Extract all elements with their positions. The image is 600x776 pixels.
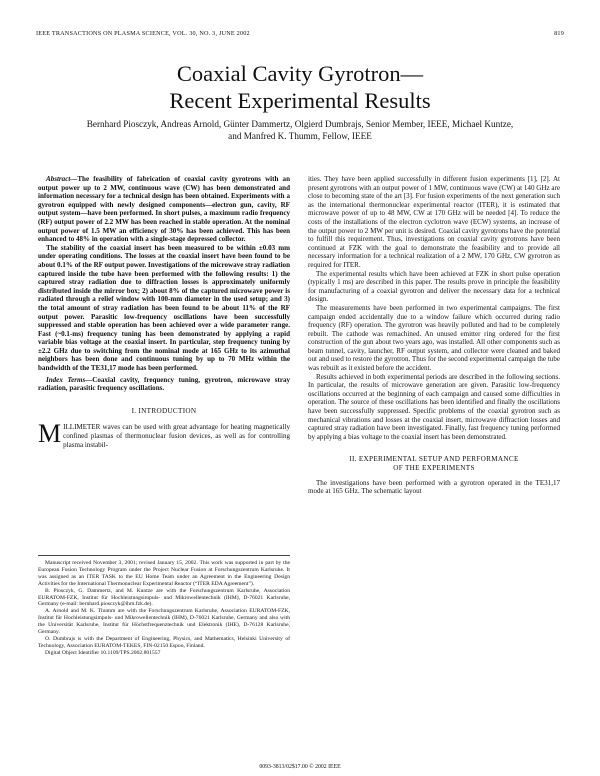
authors-line-2: and Manfred K. Thumm, Fellow, IEEE <box>228 131 372 142</box>
abstract-paragraph-2: The stability of the coaxial insert has been measured to be within ±0.03 mm under operating conditions. The losses at the coaxial insert have been found to be about 0.1% of the RF output power. Investigations of the microwave stray radiation captured inside the tube have been performed with the following results: 1) the captured stray radiation due to diffraction losses is approximately uniformly distributed inside the mirror box; 2) about 8% of the captured microwave power is radiated through a relief window with 100-mm diameter in the used setup; and 3) the total amount of stray radiation has been found to be about 11% of the RF output power. Parasitic low-frequency oscillations have been successfully suppressed and stable operation has been achieved over a wide parameter range. Fast (~0.1-ms) frequency tuning has been demonstrated by applying a rapid variable bias voltage at the coaxial insert. In particular, step frequency tuning by ±2.2 GHz due to switching from the nominal mode at 165 GHz to its azimuthal neighbors has been done and continuous tuning by up to 70 MHz within the bandwidth of the TE31,17 mode has been performed. <box>38 243 290 373</box>
footnote-affiliation-1: B. Piosczyk, G. Dammertz, and M. Kuntze are with the Forschungszentrum Karlsruhe, Association EURATOM-FZK, Institut für Hochleistungsimpuls- und Mikrowellentechnik (IHM), D-76021 Karlsruhe, Germany (e-mail: bernhard.piosczyk@ihm.fzk.de). <box>38 587 290 608</box>
right-column <box>308 175 560 496</box>
author-list <box>40 118 560 142</box>
paper-title <box>0 60 600 114</box>
index-terms: Index Terms—Coaxial cavity, frequency tuning, gyrotron, microwave stray radiation, parasitic frequency oscillations. <box>38 375 290 393</box>
footnote-affiliation-2: A. Arnold and M. K. Thumm are with the Forschungszentrum Karlsruhe, Association EURATOM-FZK, Institut für Hochleistungsimpuls- und Mikrowellentechnik (IHM), D-76021 Karlsruhe, Germany and also with the Universität Karlsruhe, Institut für Höchstfrequenztechnik und Elektronik (IHE), D-76128 Karlsruhe, Germany. <box>38 608 290 636</box>
abstract <box>38 175 290 373</box>
page-number: 819 <box>554 30 564 37</box>
right-paragraph-1: ities. They have been applied successfully in different fusion experiments [1], [2]. At present gyrotrons with an output power of 1 MW, continuous wave (CW) at 140 GHz are close to becoming state of the art [3]. For fusion experiments of the next generation such as the international thermonuclear experimental reactor (ITER), it is estimated that microwave power of up to 48 MW, CW at 170 GHz will be needed [4]. To reduce the costs of the installations of the electron cyclotron wave (ECW) systems, an increase of the output power to 2 MW per unit is desired. Coaxial cavity gyrotrons have the potential to fulfill this requirement. Thus, investigations on coaxial cavity gyrotrons have been continued at FZK with the goal to demonstrate the feasibility and to provide all necessary information for a technical realization of a 2 MW, 170 GHz, CW gyrotron as required for ITER. <box>308 175 560 269</box>
authors-line-1: Bernhard Piosczyk, Andreas Arnold, Günter Dammertz, Olgierd Dumbrajs, Senior Member, IEEE, Michael Kuntze, <box>86 119 514 129</box>
section-heading-experimental-setup: II. EXPERIMENTAL SETUP AND PERFORMANCE OF THE EXPERIMENTS <box>349 455 519 472</box>
index-terms-lead: Index Terms— <box>46 375 93 384</box>
abstract-paragraph-1: Abstract—The feasibility of fabrication of coaxial cavity gyrotrons with an output power up to 2 MW, continuous wave (CW) has been demonstrated and information necessary for a technical design has been obtained. Experiments with a gyrotron equipped with newly designed components—electron gun, cavity, RF output system—have been performed. In short pulses, a maximum radio frequency (RF) output power of 2.2 MW has been reached in stable operation. At the nominal output power of 1.5 MW an efficiency of 30% has been achieved. This has been enhanced to 48% in operation with a single-stage depressed collector. <box>38 175 290 244</box>
footnote-doi: Digital Object Identifier 10.1109/TPS.2002.801557 <box>45 649 161 656</box>
abstract-lead: Abstract— <box>46 175 78 183</box>
footnote-manuscript: Manuscript received November 3, 2001; revised January 15, 2002. This work was supported in part by the European Fusion Technology Program under the Project Nuclear Fusion at Forschungszentrum Karlsruhe. It was assigned as an ITER TASK to the EU Home Team under an Agreement in the Engineering Design Activities for the International Thermonuclear Experimental Reactor (“ITER EDA Agreement”). <box>38 560 290 587</box>
title-line-1: Coaxial Cavity Gyrotron— <box>176 61 424 86</box>
intro-paragraph: MILLIMETER waves can be used with great advantage for heating magnetically confined plasmas of thermonuclear fusion devices, as well as for controlling plasma instabil- <box>38 419 290 449</box>
right-paragraph-5: The investigations have been performed with a gyrotron operated in the TE31,17 mode at 165 GHz. The schematic layout <box>308 478 560 496</box>
left-column <box>38 175 290 449</box>
drop-cap: M <box>38 419 62 449</box>
right-paragraph-4: Results achieved in both experimental periods are described in the following sections. In particular, the results of microwave generation are given. Parasitic low-frequency oscillations occurred at the beginning of each campaign and caused some difficulties in operation. The source of these oscillations has been identified and finally the oscillations have been successfully suppressed. Specific problems of the coaxial gyrotron such as mechanical vibrations and losses at the coaxial insert, microwave diffraction losses and captured stray radiation have been investigated. Finally, fast frequency tuning performed by applying a bias voltage to the coaxial insert has been demonstrated. <box>308 372 560 441</box>
right-paragraph-2: The experimental results which have been achieved at FZK in short pulse operation (typically 1 ms) are described in this paper. The results prove in principle the feasibility for manufacturing of a coaxial gyrotron and deliver the necessary data for a technical design. <box>308 269 560 304</box>
running-header <box>36 30 564 37</box>
footnote-affiliation-3: O. Dumbrajs is with the Department of Engineering, Physics, and Mathematics, Helsinki University of Technology, Association EURATOM-TEKES, FIN-02150 Espoo, Finland. <box>38 635 290 649</box>
copyright-footer: 0093-3813/02$17.00 © 2002 IEEE <box>259 764 341 770</box>
journal-name: IEEE TRANSACTIONS ON PLASMA SCIENCE, VOL. 30, NO. 3, JUNE 2002 <box>36 30 250 37</box>
right-paragraph-3: The measurements have been performed in two experimental campaigns. The first campaign ended accidentally due to a window failure which occurred during radio frequency (RF) operation. The gyrotron was heavily polluted and had to be completely rebuilt. The cathode was remachined. An unused emitter ring ordered for the first construction of the gun about two years ago, was installed. All other components such as beam tunnel, cavity, launcher, RF output system, and collector were cleaned and baked out and used to restore the gyrotron. Thus for the second experimental campaign the tube was rebuilt as it existed before the accident. <box>308 303 560 373</box>
section-heading-introduction: I. INTRODUCTION <box>131 406 197 415</box>
footnotes <box>38 555 290 657</box>
title-line-2: Recent Experimental Results <box>169 88 431 113</box>
